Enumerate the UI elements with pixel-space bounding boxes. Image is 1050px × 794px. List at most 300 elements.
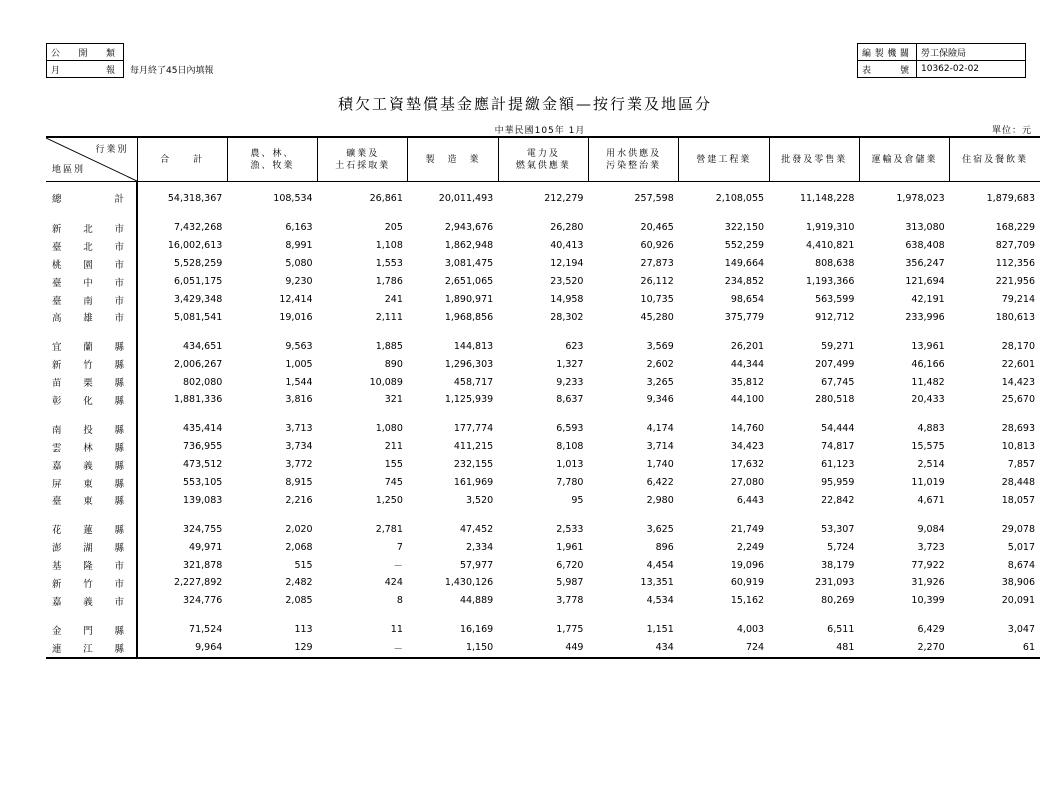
value-cell: 896 [655, 541, 674, 553]
value-cell: 74,817 [821, 441, 855, 453]
value-cell: 1,005 [285, 358, 313, 370]
spacer-cell [46, 610, 137, 621]
value-cell: 44,344 [730, 358, 765, 370]
spacer-cell [46, 409, 137, 420]
value-cell: 19,096 [730, 559, 765, 571]
value-cell: 221,956 [995, 276, 1035, 288]
value-cell: 2,020 [285, 523, 313, 535]
value-cell: 4,003 [736, 624, 765, 636]
region-name: 臺東縣 [52, 496, 124, 508]
value-cell: 95 [571, 494, 584, 506]
column-header-line1: 農、林、 [250, 148, 295, 159]
value-cell: 1,193,366 [806, 276, 855, 288]
value-cell: 321,878 [183, 559, 223, 571]
group-spacer-row [46, 409, 1040, 420]
authority-value: 勞工保險局 [917, 44, 1026, 61]
table-row [46, 255, 1040, 273]
table-row [46, 273, 1040, 291]
value-cell: 28,693 [1001, 423, 1035, 435]
value-cell: 1,125,939 [444, 394, 494, 406]
value-cell: 2,602 [646, 358, 674, 370]
value-cell: 2,943,676 [444, 222, 494, 234]
classification-value [124, 44, 218, 61]
industry-axis-label: 行業別 [95, 145, 129, 155]
value-cell: 17,632 [730, 459, 765, 471]
value-cell: 4,410,821 [806, 240, 855, 252]
value-cell: 180,613 [995, 311, 1035, 323]
value-cell: 3,778 [556, 595, 584, 607]
region-name: 雲林縣 [52, 442, 124, 454]
value-cell: 27,873 [640, 258, 674, 270]
column-header-line2: 燃氣供應業 [515, 160, 571, 171]
value-cell: 2,111 [375, 311, 403, 323]
value-cell: 3,569 [646, 340, 674, 352]
value-cell: 2,533 [556, 523, 584, 535]
column-header-line1: 製 造 業 [425, 154, 481, 165]
value-cell: 205 [384, 222, 403, 234]
column-header [588, 137, 678, 182]
value-cell: 2,108,055 [715, 192, 765, 204]
region-cell [46, 420, 137, 438]
value-cell: 67,745 [821, 376, 855, 388]
value-cell: 11,482 [911, 376, 945, 388]
value-cell: 12,194 [550, 258, 584, 270]
value-cell: 6,511 [827, 624, 855, 636]
value-cell: 2,068 [285, 541, 313, 553]
value-cell: 77,922 [911, 559, 945, 571]
value-cell: 40,413 [550, 240, 584, 252]
value-cell: 321 [384, 394, 403, 406]
group-spacer-row [46, 208, 1040, 219]
group-spacer-row [46, 509, 1040, 520]
value-cell: 121,694 [905, 276, 945, 288]
value-cell: 1,890,971 [444, 294, 494, 305]
value-cell: 47,452 [459, 523, 494, 535]
value-cell: 28,170 [1001, 340, 1035, 352]
value-cell: 139,083 [183, 494, 223, 506]
value-cell: 8 [396, 595, 403, 607]
value-cell: 1,327 [556, 358, 584, 370]
region-name: 連江縣 [52, 643, 124, 655]
column-header [408, 137, 498, 182]
value-cell: 515 [294, 559, 313, 571]
region-cell [46, 438, 137, 456]
value-cell: 22,601 [1001, 358, 1035, 370]
spacer-cell [137, 208, 1040, 219]
value-cell: 5,987 [556, 577, 584, 589]
column-header-line1: 電力及 [526, 148, 560, 159]
value-cell: 3,714 [646, 441, 674, 453]
region-name: 臺南市 [52, 295, 124, 307]
value-cell: 14,423 [1001, 376, 1035, 388]
value-cell: 638,408 [905, 240, 945, 252]
value-cell: 22,842 [821, 494, 855, 506]
value-cell: 449 [498, 639, 588, 658]
value-cell: 6,429 [917, 624, 945, 636]
region-name: 宜蘭縣 [52, 342, 124, 354]
value-cell: 8,915 [285, 477, 313, 489]
value-cell: 28,448 [1001, 477, 1035, 489]
table-row [46, 621, 1040, 639]
value-cell: 46,166 [911, 358, 945, 370]
table-row [46, 291, 1040, 309]
value-cell: 7 [396, 541, 403, 553]
table-row [46, 556, 1040, 574]
value-cell: 34,423 [730, 441, 765, 453]
value-cell: 6,163 [285, 222, 313, 234]
table-header-row [46, 137, 1040, 182]
table-row [46, 420, 1040, 438]
column-header-line1: 運輸及倉儲業 [871, 154, 938, 165]
table-row [46, 474, 1040, 492]
value-cell: 1,775 [556, 624, 584, 636]
region-name: 臺中市 [52, 277, 124, 289]
value-cell: 49,971 [189, 541, 223, 553]
value-cell: 10,813 [1001, 441, 1035, 453]
column-header-line1: 營建工程業 [696, 154, 752, 165]
value-cell: 2,980 [646, 494, 674, 506]
value-cell: 177,774 [453, 423, 494, 435]
value-cell: 7,432,268 [173, 222, 223, 234]
value-cell: 563,599 [815, 294, 855, 305]
value-cell: 12,414 [279, 294, 313, 305]
value-cell: 11 [390, 624, 403, 636]
value-cell: 1,430,126 [444, 577, 494, 589]
value-cell: 80,269 [821, 595, 855, 607]
region-cell [46, 621, 137, 639]
column-header-line1: 批發及零售業 [781, 154, 848, 165]
value-cell: 280,518 [815, 394, 855, 406]
region-cell [46, 520, 137, 538]
region-cell [46, 456, 137, 474]
value-cell: 736,955 [183, 441, 223, 453]
value-cell: 5,081,541 [173, 311, 223, 323]
spacer-cell [137, 610, 1040, 621]
value-cell: 8,108 [556, 441, 584, 453]
value-cell: 231,093 [815, 577, 855, 589]
value-cell: 2,334 [465, 541, 494, 553]
value-cell: 27,080 [730, 477, 765, 489]
value-cell: 1,108 [375, 240, 403, 252]
value-cell: 26,861 [369, 192, 403, 204]
value-cell: 2,085 [285, 595, 313, 607]
table-row [46, 639, 1040, 658]
value-cell: 212,279 [544, 192, 584, 204]
value-cell: 14,760 [730, 423, 765, 435]
table-row [46, 391, 1040, 409]
table-row [46, 438, 1040, 456]
value-cell: 44,889 [459, 595, 494, 607]
value-cell: 6,422 [646, 477, 674, 489]
value-cell: 13,351 [640, 577, 674, 589]
table-row [46, 308, 1040, 326]
value-cell: 61 [950, 639, 1040, 658]
value-cell: 3,625 [646, 523, 674, 535]
value-cell: 31,926 [911, 577, 945, 589]
column-header [498, 137, 588, 182]
column-header-line1: 用水供應及 [606, 148, 662, 159]
value-cell: 232,155 [453, 459, 494, 471]
frequency-value: 每月終了45日內填報 [130, 65, 214, 76]
report-title: 積欠工資墊償基金應計提繳金額—按行業及地區分 [337, 95, 712, 113]
value-cell: 473,512 [183, 459, 223, 471]
column-header [950, 137, 1040, 182]
table-row [46, 355, 1040, 373]
value-cell: 257,598 [634, 192, 674, 204]
form-number-label: 表號 [858, 61, 917, 78]
region-cell [46, 308, 137, 326]
region-name: 嘉義市 [52, 596, 124, 608]
value-cell: 10,735 [640, 294, 674, 305]
value-cell: 161,969 [453, 477, 494, 489]
region-cell [46, 592, 137, 610]
report-authority-box [857, 43, 1026, 78]
value-cell: 1,250 [375, 494, 403, 506]
column-header [318, 137, 408, 182]
value-cell: 3,723 [917, 541, 945, 553]
value-cell: 8,637 [556, 394, 584, 406]
value-cell: 1,919,310 [806, 222, 855, 234]
value-cell: 9,346 [646, 394, 674, 406]
spacer-cell [46, 208, 137, 219]
value-cell: 11,019 [911, 477, 945, 489]
value-cell: 35,812 [730, 376, 765, 388]
region-cell [46, 273, 137, 291]
value-cell: 25,670 [1001, 394, 1035, 406]
value-cell: 149,664 [724, 258, 765, 270]
value-cell: 6,051,175 [173, 276, 223, 288]
value-cell: 5,080 [285, 258, 313, 270]
value-cell: 1,013 [556, 459, 584, 471]
region-cell [46, 373, 137, 391]
table-row [46, 219, 1040, 237]
value-cell: 98,654 [730, 294, 765, 305]
value-cell: 724 [679, 639, 769, 658]
value-cell: 29,078 [1001, 523, 1035, 535]
value-cell: 2,482 [285, 577, 313, 589]
value-cell: 10,399 [911, 595, 945, 607]
value-cell: 3,265 [646, 376, 674, 388]
value-cell: 211 [384, 441, 403, 453]
value-cell: 54,318,367 [167, 192, 223, 204]
value-cell: 1,968,856 [444, 311, 494, 323]
value-cell: 623 [565, 340, 584, 352]
spacer-cell [137, 409, 1040, 420]
value-cell: 5,528,259 [173, 258, 223, 270]
group-spacer-row [46, 610, 1040, 621]
value-cell: 60,926 [640, 240, 674, 252]
region-cell [46, 337, 137, 355]
classification-label: 公開類 [47, 44, 124, 61]
column-header-line1: 礦業及 [346, 148, 380, 159]
value-cell: 3,047 [1007, 624, 1035, 636]
value-cell: 20,091 [1001, 595, 1035, 607]
column-header [137, 137, 227, 182]
value-cell: 57,977 [459, 559, 494, 571]
value-cell: 1,553 [375, 258, 403, 270]
value-cell: 42,191 [911, 294, 945, 305]
value-cell: 241 [384, 294, 403, 305]
region-name: 基隆市 [52, 561, 124, 573]
region-cell [46, 255, 137, 273]
region-name: 新竹縣 [52, 360, 124, 372]
value-cell: 2,216 [285, 494, 313, 506]
value-cell: 9,233 [556, 376, 584, 388]
table-body [46, 182, 1040, 658]
value-cell: 1,151 [646, 624, 674, 636]
region-cell [46, 182, 137, 209]
value-cell: 3,081,475 [444, 258, 494, 270]
value-cell: 5,724 [827, 541, 855, 553]
report-classification-box [46, 43, 218, 78]
column-header [679, 137, 769, 182]
value-cell: 20,465 [640, 222, 674, 234]
region-name: 花蓮縣 [52, 525, 124, 537]
value-cell: 79,214 [1001, 294, 1035, 305]
value-cell: 28,302 [550, 311, 584, 323]
value-cell: 9,563 [285, 340, 313, 352]
region-cell [46, 639, 137, 658]
region-name: 彰化縣 [52, 395, 124, 407]
value-cell: 890 [384, 358, 403, 370]
value-cell: 53,307 [821, 523, 855, 535]
value-cell: 15,162 [730, 595, 765, 607]
region-cell [46, 391, 137, 409]
column-header-line1: 住宿及餐飲業 [962, 154, 1029, 165]
column-header-line2: 土石採取業 [335, 160, 391, 171]
value-cell: 21,749 [730, 523, 765, 535]
table-row [46, 538, 1040, 556]
column-header [859, 137, 949, 182]
value-cell: 802,080 [183, 376, 223, 388]
value-cell: 3,520 [465, 494, 494, 506]
region-name: 苗栗縣 [52, 378, 124, 390]
value-cell: 1,978,023 [896, 192, 945, 204]
region-name: 金門縣 [52, 625, 124, 637]
region-name: 屏東縣 [52, 478, 124, 490]
value-cell: 59,271 [821, 340, 855, 352]
value-cell: 435,414 [183, 423, 223, 435]
value-cell: 38,179 [821, 559, 855, 571]
region-cell [46, 491, 137, 509]
value-cell: 20,011,493 [438, 192, 494, 204]
value-cell: 2,006,267 [173, 358, 223, 370]
value-cell: 7,780 [556, 477, 584, 489]
value-cell: 2,270 [859, 639, 949, 658]
value-cell: 1,296,303 [444, 358, 494, 370]
value-cell: 14,958 [550, 294, 584, 305]
value-cell: 912,712 [815, 311, 855, 323]
value-cell: 324,776 [183, 595, 223, 607]
table-row [46, 237, 1040, 255]
region-cell [46, 556, 137, 574]
spacer-cell [46, 509, 137, 520]
value-cell: 60,919 [730, 577, 765, 589]
value-cell: 553,105 [183, 477, 223, 489]
value-cell: 3,816 [285, 394, 313, 406]
value-cell: 19,016 [279, 311, 313, 323]
value-cell: 18,057 [1001, 494, 1035, 506]
value-cell: 375,779 [724, 311, 765, 323]
column-header-line1: 合 計 [160, 154, 205, 165]
value-cell: 13,961 [911, 340, 945, 352]
value-cell: 356,247 [905, 258, 945, 270]
total-row [46, 182, 1040, 209]
value-cell: 108,534 [273, 192, 313, 204]
value-cell: 5,017 [1007, 541, 1035, 553]
value-cell: 168,229 [995, 222, 1035, 234]
value-cell: 1,150 [408, 639, 498, 658]
value-cell: 2,249 [736, 541, 765, 553]
value-cell: 9,230 [285, 276, 313, 288]
value-cell: 1,881,336 [173, 394, 223, 406]
region-name: 新竹市 [52, 578, 124, 590]
column-header [769, 137, 859, 182]
spacer-cell [137, 509, 1040, 520]
value-cell: 234,852 [724, 276, 765, 288]
value-cell: 16,002,613 [167, 240, 223, 252]
region-cell [46, 538, 137, 556]
region-name: 新北市 [52, 223, 124, 235]
value-cell: 155 [384, 459, 403, 471]
frequency-label: 月報 [47, 61, 124, 78]
value-cell: 6,720 [556, 559, 584, 571]
value-cell: 3,772 [285, 459, 313, 471]
value-cell: 1,879,683 [986, 192, 1035, 204]
value-cell: 481 [769, 639, 859, 658]
value-cell: 434 [588, 639, 678, 658]
value-cell: 1,885 [375, 340, 403, 352]
value-cell: 45,280 [640, 311, 674, 323]
value-cell: 313,080 [905, 222, 945, 234]
value-cell: 7,857 [1007, 459, 1035, 471]
value-cell: 26,112 [640, 276, 674, 288]
unit-label: 單位：元 [991, 126, 1032, 136]
value-cell: 10,089 [369, 376, 403, 388]
value-cell: 808,638 [815, 258, 855, 270]
value-cell: 3,713 [285, 423, 313, 435]
value-cell: 1,080 [375, 423, 403, 435]
region-cell [46, 474, 137, 492]
value-cell: 1,786 [375, 276, 403, 288]
value-cell: － [393, 561, 403, 573]
value-cell: 2,651,065 [444, 276, 494, 288]
region-name: 南投縣 [52, 424, 124, 436]
spacer-cell [46, 326, 137, 337]
value-cell: 113 [294, 624, 313, 636]
region-axis-label: 地區別 [52, 165, 86, 175]
value-cell: 38,906 [1001, 577, 1035, 589]
value-cell: 745 [384, 477, 403, 489]
value-cell: 144,813 [453, 340, 494, 352]
value-cell: 1,862,948 [444, 240, 494, 252]
value-cell: 9,084 [917, 523, 945, 535]
table-row [46, 491, 1040, 509]
value-cell: 129 [227, 639, 317, 658]
value-cell: 16,169 [459, 624, 494, 636]
value-cell: 6,443 [736, 494, 765, 506]
value-cell: 4,454 [646, 559, 674, 571]
value-cell: 324,755 [183, 523, 223, 535]
value-cell: 15,575 [911, 441, 945, 453]
value-cell: 434,651 [183, 340, 223, 352]
value-cell: 3,429,348 [173, 294, 223, 305]
value-cell: 1,544 [285, 376, 313, 388]
value-cell: 1,961 [556, 541, 584, 553]
value-cell: 95,959 [821, 477, 855, 489]
value-cell: 71,524 [189, 624, 223, 636]
value-cell: 4,671 [917, 494, 945, 506]
